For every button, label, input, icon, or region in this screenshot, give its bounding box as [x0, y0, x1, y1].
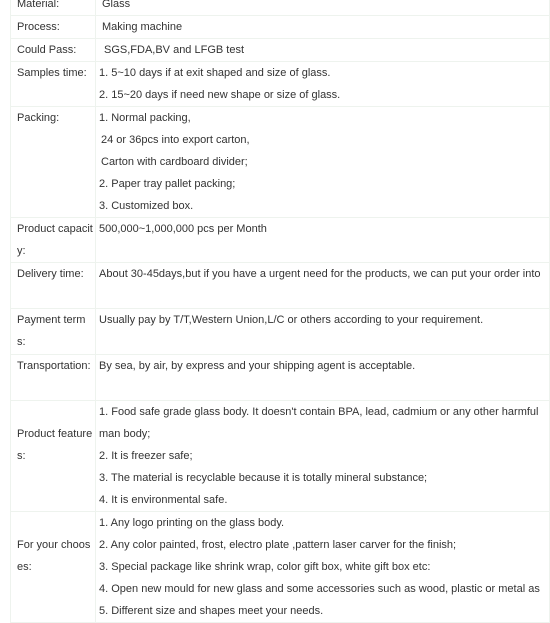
- spec-value: [96, 0, 549, 15]
- spec-label: Payment terms:: [11, 309, 95, 354]
- spec-line: 3. Special package like shrink wrap, color gift box, white gift box etc:: [99, 561, 431, 573]
- spec-line: 5. Different size and shapes meet your needs.: [99, 605, 324, 617]
- spec-line: 2. 15~20 days if need new shape or size of glass.: [99, 89, 341, 101]
- spec-row-material: [11, 0, 549, 15]
- spec-row-product-capacity: [11, 218, 549, 262]
- spec-row-for-your-chooses: [11, 512, 549, 622]
- spec-label-text: Product features:: [17, 428, 93, 462]
- spec-value: [96, 16, 549, 38]
- spec-line: 1. Normal packing,: [99, 112, 191, 124]
- spec-line: Usually pay by T/T,Western Union,L/C or others according to your requirement.: [99, 314, 484, 326]
- spec-line: Making machine: [102, 21, 183, 33]
- spec-value: [96, 107, 549, 217]
- spec-line: 24 or 36pcs into export carton,: [101, 134, 250, 146]
- spec-line: 1. Any logo printing on the glass body.: [99, 517, 285, 529]
- spec-line: 3. The material is recyclable because it is totally mineral substance;: [99, 472, 428, 484]
- spec-line: 4. It is environmental safe.: [99, 494, 228, 506]
- spec-line: 2. Paper tray pallet packing;: [99, 178, 236, 190]
- spec-label: Delivery time:: [11, 263, 95, 308]
- spec-row-payment-terms: [11, 309, 549, 354]
- spec-row-transportation: [11, 355, 549, 400]
- spec-label-text: For your chooses:: [17, 539, 91, 573]
- spec-label: Could Pass:: [11, 39, 95, 61]
- product-spec-table: [10, 0, 550, 623]
- spec-line: 500,000~1,000,000 pcs per Month: [99, 223, 267, 235]
- spec-label: Process:: [11, 16, 95, 38]
- spec-value: [96, 355, 549, 400]
- spec-line: 3. Customized box.: [99, 200, 194, 212]
- spec-row-product-features: [11, 401, 549, 511]
- spec-label: Samples time:: [11, 62, 95, 106]
- spec-label: [11, 512, 95, 622]
- spec-row-delivery-time: [11, 263, 549, 308]
- spec-value: [96, 218, 549, 262]
- spec-line: 4. Open new mould for new glass and some accessories such as wood, plastic or metal as: [99, 583, 540, 595]
- spec-value: [96, 309, 549, 354]
- spec-line: About 30-45days,but if you have a urgent need for the products, we can put your order into: [99, 268, 541, 280]
- spec-value: [96, 39, 549, 61]
- spec-label: Material:: [11, 0, 95, 15]
- spec-value: [96, 512, 549, 622]
- spec-line: man body;: [99, 428, 151, 440]
- spec-row-packing: [11, 107, 549, 217]
- spec-line: Carton with cardboard divider;: [101, 156, 248, 168]
- spec-line: Glass: [102, 0, 131, 10]
- spec-row-samples-time: [11, 62, 549, 106]
- spec-line: 2. It is freezer safe;: [99, 450, 193, 462]
- spec-value: [96, 62, 549, 106]
- spec-line: 2. Any color painted, frost, electro plate ,pattern laser carver for the finish;: [99, 539, 457, 551]
- spec-row-process: [11, 16, 549, 38]
- spec-label: [11, 401, 95, 511]
- spec-label: Packing:: [11, 107, 95, 217]
- spec-line: By sea, by air, by express and your shipping agent is acceptable.: [99, 360, 416, 372]
- spec-line: 1. 5~10 days if at exit shaped and size of glass.: [99, 67, 331, 79]
- spec-row-could-pass: [11, 39, 549, 61]
- spec-label: Transportation:: [11, 355, 95, 400]
- spec-value: [96, 401, 549, 511]
- spec-line: SGS,FDA,BV and LFGB test: [104, 44, 244, 56]
- spec-value: [96, 263, 549, 308]
- spec-line: 1. Food safe grade glass body. It doesn't contain BPA, lead, cadmium or any other harmful: [99, 406, 539, 418]
- spec-label: Product capacity:: [11, 218, 95, 262]
